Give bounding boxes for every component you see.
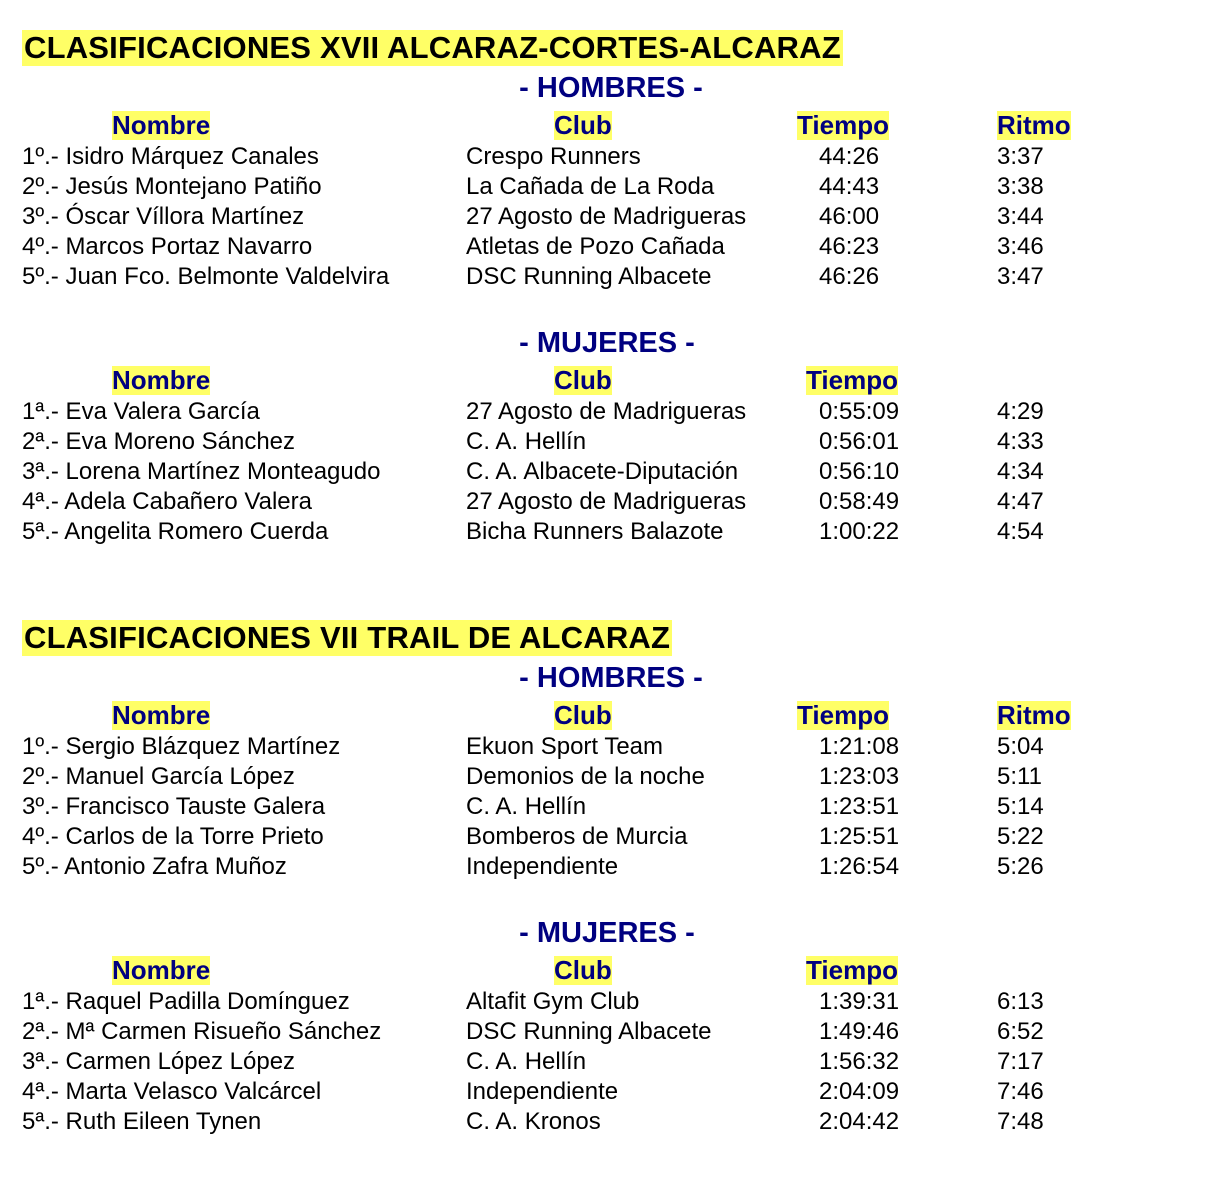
table-row (0, 852, 1222, 882)
athlete-pace: 3:47 (997, 263, 1044, 290)
athlete-time: 1:56:32 (819, 1048, 900, 1075)
table-row (0, 1107, 1222, 1137)
athlete-pace: 4:29 (997, 398, 1044, 425)
athlete-time: 1:25:51 (819, 823, 900, 850)
athlete-time: 1:21:08 (819, 733, 900, 760)
header-club: Club (554, 110, 612, 140)
header-nombre: Nombre (112, 365, 211, 395)
athlete-time: 1:00:22 (819, 518, 900, 545)
category-subtitle: - MUJERES - (519, 327, 695, 359)
athlete-name: 4ª.- Adela Cabañero Valera (22, 488, 312, 515)
athlete-pace: 4:33 (997, 428, 1044, 455)
header-club: Club (554, 700, 612, 730)
section-title: CLASIFICACIONES VII TRAIL DE ALCARAZ (24, 620, 671, 655)
table-row (0, 517, 1222, 547)
table-row (0, 1047, 1222, 1077)
athlete-pace: 6:52 (997, 1018, 1044, 1045)
athlete-name: 4º.- Carlos de la Torre Prieto (22, 823, 324, 850)
header-nombre: Nombre (112, 700, 211, 730)
table-row (0, 202, 1222, 232)
athlete-pace: 5:22 (997, 823, 1044, 850)
athlete-name: 2ª.- Eva Moreno Sánchez (22, 428, 296, 455)
athlete-name: 3ª.- Lorena Martínez Monteagudo (22, 458, 381, 485)
table-row (0, 792, 1222, 822)
table-row (0, 487, 1222, 517)
athlete-pace: 5:14 (997, 793, 1044, 820)
athlete-time: 0:55:09 (819, 398, 900, 425)
header-ritmo: Ritmo (997, 110, 1071, 140)
athlete-time: 1:26:54 (819, 853, 900, 880)
section-title: CLASIFICACIONES XVII ALCARAZ-CORTES-ALCARAZ (24, 30, 841, 65)
table-row (0, 1017, 1222, 1047)
athlete-time: 1:23:03 (819, 763, 900, 790)
athlete-time: 44:26 (819, 143, 880, 170)
athlete-time: 1:49:46 (819, 1018, 900, 1045)
athlete-club: La Cañada de La Roda (466, 173, 715, 200)
athlete-name: 3ª.- Carmen López López (22, 1048, 296, 1075)
athlete-time: 0:56:01 (819, 428, 900, 455)
athlete-time: 2:04:09 (819, 1078, 900, 1105)
table-row (0, 822, 1222, 852)
athlete-club: DSC Running Albacete (466, 1018, 712, 1045)
category-subtitle: - HOMBRES - (519, 72, 703, 104)
table-row (0, 1077, 1222, 1107)
athlete-pace: 3:46 (997, 233, 1044, 260)
category-subtitle: - MUJERES - (519, 917, 695, 949)
athlete-pace: 5:11 (997, 763, 1042, 790)
athlete-club: C. A. Kronos (466, 1108, 601, 1135)
header-tiempo: Tiempo (797, 700, 889, 730)
athlete-time: 44:43 (819, 173, 880, 200)
athlete-club: C. A. Hellín (466, 1048, 587, 1075)
athlete-time: 46:00 (819, 203, 880, 230)
athlete-club: C. A. Hellín (466, 793, 587, 820)
athlete-name: 5ª.- Angelita Romero Cuerda (22, 518, 329, 545)
athlete-time: 46:23 (819, 233, 880, 260)
athlete-club: Altafit Gym Club (466, 988, 640, 1015)
athlete-name: 2º.- Jesús Montejano Patiño (22, 173, 322, 200)
athlete-name: 5º.- Juan Fco. Belmonte Valdelvira (22, 263, 390, 290)
athlete-club: 27 Agosto de Madrigueras (466, 398, 747, 425)
athlete-name: 3º.- Óscar Víllora Martínez (22, 203, 305, 230)
table-row (0, 732, 1222, 762)
athlete-time: 0:58:49 (819, 488, 900, 515)
athlete-name: 2ª.- Mª Carmen Risueño Sánchez (22, 1018, 382, 1045)
table-row (0, 427, 1222, 457)
athlete-club: Ekuon Sport Team (466, 733, 664, 760)
header-club: Club (554, 955, 612, 985)
athlete-name: 1º.- Sergio Blázquez Martínez (22, 733, 341, 760)
athlete-pace: 3:37 (997, 143, 1044, 170)
athlete-club: C. A. Albacete-Diputación (466, 458, 739, 485)
header-club: Club (554, 365, 612, 395)
header-tiempo: Tiempo (806, 955, 898, 985)
athlete-time: 46:26 (819, 263, 880, 290)
table-row (0, 172, 1222, 202)
athlete-pace: 3:44 (997, 203, 1044, 230)
athlete-time: 0:56:10 (819, 458, 900, 485)
athlete-club: Bicha Runners Balazote (466, 518, 724, 545)
athlete-club: DSC Running Albacete (466, 263, 712, 290)
athlete-club: 27 Agosto de Madrigueras (466, 488, 747, 515)
athlete-pace: 6:13 (997, 988, 1044, 1015)
header-nombre: Nombre (112, 955, 211, 985)
header-tiempo: Tiempo (797, 110, 889, 140)
athlete-pace: 4:54 (997, 518, 1044, 545)
athlete-name: 5º.- Antonio Zafra Muñoz (22, 853, 287, 880)
athlete-club: 27 Agosto de Madrigueras (466, 203, 747, 230)
athlete-pace: 4:47 (997, 488, 1044, 515)
athlete-time: 1:39:31 (819, 988, 900, 1015)
table-row (0, 397, 1222, 427)
athlete-name: 3º.- Francisco Tauste Galera (22, 793, 326, 820)
athlete-name: 4ª.- Marta Velasco Valcárcel (22, 1078, 322, 1105)
athlete-club: Independiente (466, 853, 619, 880)
table-row (0, 262, 1222, 292)
table-row (0, 457, 1222, 487)
athlete-pace: 7:17 (997, 1048, 1044, 1075)
category-subtitle: - HOMBRES - (519, 662, 703, 694)
athlete-club: Bomberos de Murcia (466, 823, 688, 850)
header-nombre: Nombre (112, 110, 211, 140)
athlete-pace: 7:48 (997, 1108, 1044, 1135)
athlete-club: Demonios de la noche (466, 763, 705, 790)
athlete-name: 2º.- Manuel García López (22, 763, 295, 790)
header-tiempo: Tiempo (806, 365, 898, 395)
athlete-pace: 4:34 (997, 458, 1044, 485)
athlete-pace: 7:46 (997, 1078, 1044, 1105)
athlete-name: 4º.- Marcos Portaz Navarro (22, 233, 313, 260)
athlete-club: C. A. Hellín (466, 428, 587, 455)
table-row (0, 142, 1222, 172)
athlete-pace: 5:26 (997, 853, 1044, 880)
athlete-club: Atletas de Pozo Cañada (466, 233, 725, 260)
athlete-name: 1ª.- Raquel Padilla Domínguez (22, 988, 350, 1015)
athlete-time: 2:04:42 (819, 1108, 900, 1135)
athlete-name: 1º.- Isidro Márquez Canales (22, 143, 319, 170)
table-row (0, 987, 1222, 1017)
table-row (0, 232, 1222, 262)
table-row (0, 762, 1222, 792)
athlete-time: 1:23:51 (819, 793, 900, 820)
header-ritmo: Ritmo (997, 700, 1071, 730)
athlete-name: 1ª.- Eva Valera García (22, 398, 260, 425)
athlete-pace: 3:38 (997, 173, 1044, 200)
athlete-club: Independiente (466, 1078, 619, 1105)
athlete-club: Crespo Runners (466, 143, 641, 170)
athlete-pace: 5:04 (997, 733, 1044, 760)
athlete-name: 5ª.- Ruth Eileen Tynen (22, 1108, 262, 1135)
